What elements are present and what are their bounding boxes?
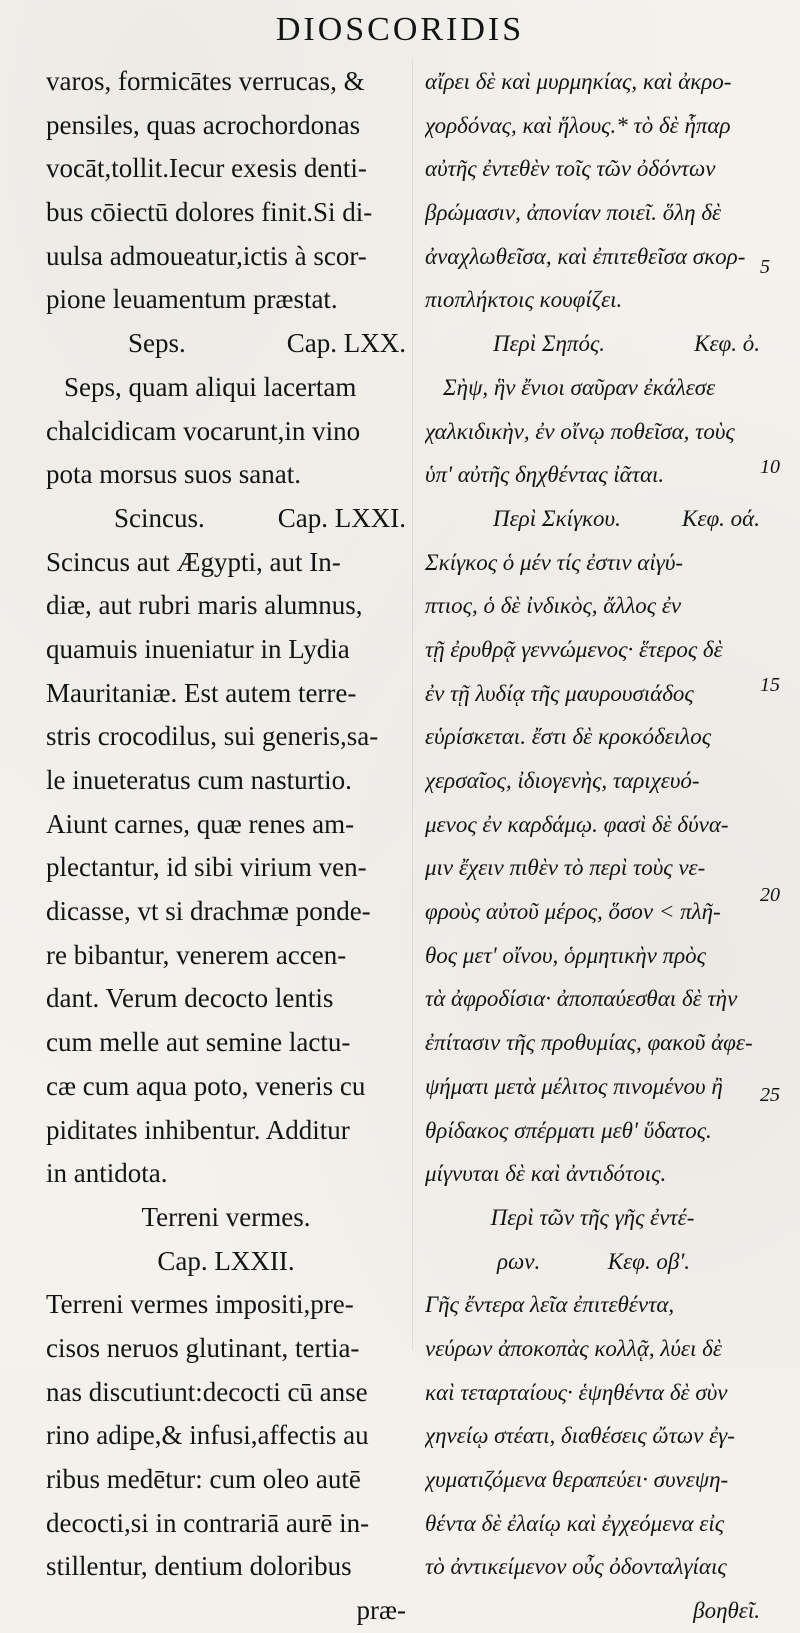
text-line: θρίδακος σπέρματι μεθ' ὕδατος. bbox=[425, 1117, 712, 1143]
chapter-heading-seps-greek bbox=[425, 322, 760, 366]
text-line: bus cōiectū dolores finit.Si di- bbox=[46, 197, 373, 228]
text-line: χερσαῖος, ἰδιογενὴς, ταριχευό- bbox=[425, 768, 700, 793]
text-line: μενος ἐν καρδάμῳ. φασὶ δὲ δύνα- bbox=[425, 811, 729, 837]
text-line: Σκίγκος ὁ μέν τίς ἐστιν αἰγύ- bbox=[425, 549, 684, 575]
text-line: cisos neruos glutinant, tertia- bbox=[46, 1332, 360, 1363]
chapter-title: Περὶ Σηπός. bbox=[493, 331, 606, 357]
text-line: plectantur, id sibi virium ven- bbox=[46, 852, 367, 883]
text-line: πιοπλήκτοις κουφίζει. bbox=[425, 287, 623, 313]
chapter-number: Cap. LXX. bbox=[286, 328, 406, 359]
text-line: χαλκιδικὴν, ἐν οἴνῳ ποθεῖσα, τοὺς bbox=[425, 418, 735, 444]
catchword: præ- bbox=[356, 1595, 406, 1626]
text-line: ἀναχλωθεῖσα, καὶ ἐπιτεθεῖσα σκορ- bbox=[425, 243, 746, 269]
text-line: ribus medētur: cum oleo autē bbox=[46, 1464, 361, 1494]
text-line: decocti,si in contrariā aurē in- bbox=[46, 1507, 370, 1538]
chapter-heading-scincus bbox=[46, 497, 406, 541]
text-line: μιν ἔχειν πιθὲν τὸ περὶ τοὺς νε- bbox=[425, 855, 706, 881]
text-line: pota morsus suos sanat. bbox=[46, 459, 301, 490]
text-line: Seps, quam aliqui lacertam bbox=[64, 371, 357, 402]
chapter-number: Cap. LXXI. bbox=[277, 502, 406, 533]
text-line: nas discutiunt:decocti cū anse bbox=[46, 1376, 368, 1407]
text-line: πτιος, ὁ δὲ ἰνδικὸς, ἄλλος ἐν bbox=[425, 593, 682, 619]
text-line: Aiunt carnes, quæ renes am- bbox=[46, 808, 355, 839]
text-line: Scincus aut Ægypti, aut In- bbox=[46, 546, 341, 577]
text-line: vocāt,tollit.Iecur exesis denti- bbox=[46, 153, 367, 184]
text-line: νεύρων ἀποκοπὰς κολλᾷ, λύει δὲ bbox=[425, 1335, 722, 1361]
chapter-number: Κεφ. οβ'. bbox=[607, 1248, 690, 1274]
text-line: φροὺς αὐτοῦ μέρος, ὅσον < πλῆ- bbox=[425, 899, 721, 925]
line-number: 25 bbox=[760, 1084, 780, 1106]
chapter-title-continued: ρων. bbox=[497, 1248, 541, 1274]
text-line: καὶ τεταρταίους· ἑψηθέντα δὲ σὺν bbox=[425, 1379, 728, 1405]
text-line: pione leuamentum præstat. bbox=[46, 284, 338, 315]
text-line: ὑπ' αὐτῆς δηχθέντας ἰᾶται. bbox=[425, 462, 665, 488]
chapter-heading-seps bbox=[46, 322, 406, 366]
text-line: θος μετ' οἴνου, ὁρμητικὴν πρὸς bbox=[425, 942, 706, 968]
text-line: varos, formicātes verrucas, & bbox=[46, 66, 365, 96]
chapter-heading-scincus-greek bbox=[425, 497, 760, 541]
text-line: ψήματι μετὰ μέλιτος πινομένου ἢ bbox=[425, 1073, 723, 1099]
text-line: ἐπίτασιν τῆς προθυμίας, φακοῦ ἀφε- bbox=[425, 1030, 753, 1056]
text-line: stris crocodilus, sui generis,sa- bbox=[46, 721, 379, 752]
line-number: 5 bbox=[760, 256, 770, 278]
chapter-heading-earthworms-greek bbox=[425, 1240, 760, 1284]
text-line: θέντα δὲ ἐλαίῳ καὶ ἐγχεόμενα εἰς bbox=[425, 1510, 725, 1536]
text-line: τὸ ἀντικείμενον οὖς ὀδονταλγίαις bbox=[425, 1554, 727, 1580]
text-line: χορδόνας, καὶ ἥλους.* τὸ δὲ ἧπαρ bbox=[425, 112, 731, 138]
text-line: stillentur, dentium doloribus bbox=[46, 1551, 352, 1582]
text-line: re bibantur, venerem accen- bbox=[46, 939, 347, 970]
latin-column bbox=[46, 60, 406, 1633]
text-line: αἴρει δὲ καὶ μυρμηκίας, καὶ ἀκρο- bbox=[425, 69, 732, 94]
text-line: cæ cum aqua poto, veneris cu bbox=[46, 1070, 366, 1101]
text-line: Σὴψ, ἣν ἔνιοι σαῦραν ἐκάλεσε bbox=[443, 374, 716, 400]
text-line: ἐν τῇ λυδίᾳ τῆς μαυρουσιάδος bbox=[425, 680, 694, 706]
text-line: dant. Verum decocto lentis bbox=[46, 983, 334, 1014]
text-line: diæ, aut rubri maris alumnus, bbox=[46, 590, 363, 621]
text-line: piditates inhibentur. Additur bbox=[46, 1114, 350, 1145]
text-line: uulsa admoueatur,ictis à scor- bbox=[46, 240, 367, 271]
greek-column bbox=[425, 60, 760, 1633]
text-line: le inueteratus cum nasturtio. bbox=[46, 765, 352, 795]
text-line: quamuis inueniatur in Lydia bbox=[46, 633, 350, 664]
text-line: cum melle aut semine lactu- bbox=[46, 1027, 351, 1058]
text-line: μίγνυται δὲ καὶ ἀντιδότοις. bbox=[425, 1161, 667, 1187]
text-line: rino adipe,& infusi,affectis au bbox=[46, 1420, 369, 1451]
text-line: chalcidicam vocarunt,in vino bbox=[46, 415, 361, 446]
text-line: dicasse, vt si drachmæ ponde- bbox=[46, 896, 371, 927]
text-line: εὑρίσκεται. ἔστι δὲ κροκόδειλος bbox=[425, 724, 712, 750]
chapter-title-earthworms-greek: Περὶ τῶν τῆς γῆς ἐντέ- bbox=[490, 1204, 695, 1230]
text-line: βρώμασιν, ἀπονίαν ποιεῖ. ὅλη δὲ bbox=[425, 200, 722, 226]
chapter-title-terreni: Terreni vermes. bbox=[141, 1201, 311, 1232]
text-line: τὰ ἀφροδίσια· ἀποπαύεσθαι δὲ τὴν bbox=[425, 986, 738, 1012]
chapter-title: Περὶ Σκίγκου. bbox=[493, 505, 621, 531]
text-line: χηνείῳ στέατι, διαθέσεις ὤτων ἐγ- bbox=[425, 1423, 735, 1449]
chapter-number: Κεφ. οά. bbox=[682, 505, 760, 531]
text-line: in antidota. bbox=[46, 1158, 168, 1189]
chapter-title: Seps. bbox=[128, 328, 186, 359]
line-number: 20 bbox=[760, 884, 780, 906]
catchword: βοηθεῖ. bbox=[693, 1598, 760, 1624]
chapter-number: Κεφ. ὀ. bbox=[694, 331, 760, 357]
text-line: Terreni vermes impositi,pre- bbox=[46, 1289, 354, 1320]
text-line: αὐτῆς ἐντεθὲν τοῖς τῶν ὀδόντων bbox=[425, 156, 716, 182]
line-number: 10 bbox=[760, 456, 780, 478]
line-number: 15 bbox=[760, 674, 780, 696]
text-line: pensiles, quas acrochordonas bbox=[46, 109, 361, 140]
running-head: DIOSCORIDIS bbox=[275, 11, 525, 48]
text-line: Γῆς ἔντερα λεῖα ἐπιτεθέντα, bbox=[425, 1292, 675, 1318]
column-gutter bbox=[412, 60, 413, 1350]
text-line: Mauritaniæ. Est autem terre- bbox=[46, 677, 357, 708]
chapter-title: Scincus. bbox=[114, 502, 205, 533]
chapter-number-terreni: Cap. LXXII. bbox=[157, 1245, 295, 1276]
text-line: τῇ ἐρυθρᾷ γεννώμενος· ἕτερος δὲ bbox=[425, 636, 723, 662]
text-line: χυματιζόμενα θεραπεύει· συνεψη- bbox=[425, 1467, 729, 1492]
